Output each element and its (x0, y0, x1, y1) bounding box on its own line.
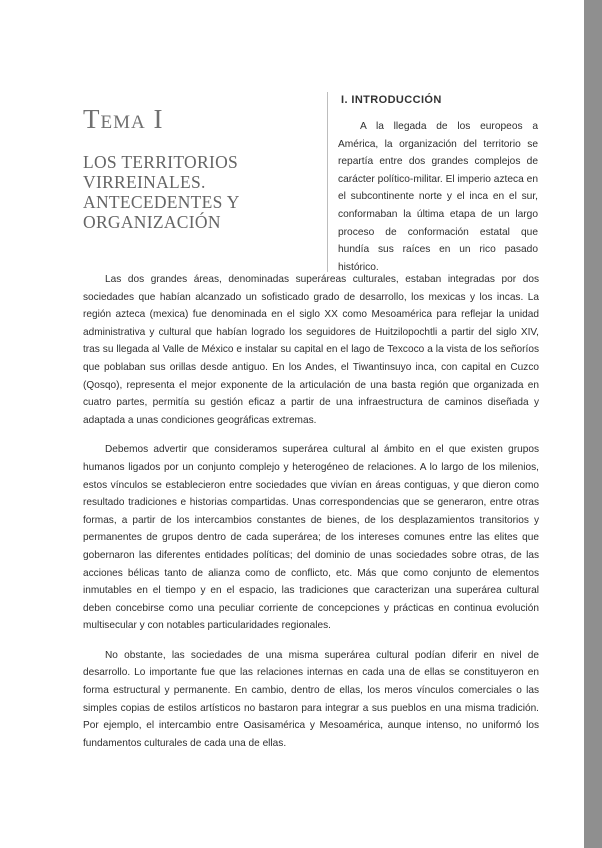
body-text (83, 271, 539, 764)
intro-paragraph: A la llegada de los europeos a América, la organización del territorio se repartía entre dos grandes complejos de carácter político-militar. El imperio azteca en el subcontinente norte y el inca en el sur, conformaban la última etapa de un largo proceso de conformación estatal que hundía sus raíces en un rico pasado histórico. (338, 121, 538, 273)
chapter-title: LOS TERRITORIOS VIRREINALES. ANTECEDENTES Y ORGANIZACIÓN (83, 152, 240, 232)
body-paragraph-3: No obstante, las sociedades de una misma superárea cultural podían diferir en nivel de desarrollo. Lo importante fue que las relaciones internas en cada una de ellas se constituyeron en forma estructural y permanente. En cambio, dentro de ellas, los meros vínculos comerciales o las simples copias de estilos artísticos no bastaron para integrar a sus pueblos en una misma tradición. Por ejemplo, el intercambio entre Oasisamérica y Mesoamérica, aunque intenso, no uniformó los fundamentos culturales de cada una de ellas. (83, 649, 539, 749)
intro-divider (327, 92, 328, 272)
body-paragraph-1: Las dos grandes áreas, denominadas superáreas culturales, estaban integradas por dos sociedades que habían alcanzado un sofisticado grado de desarrollo, los mexicas y los incas. La región azteca (mexica) fue denominada en el siglo XX como Mesoamérica para reflejar la unidad administrativa y cultural que habían logrado los seguidores de Huitzilopochtli a partir del siglo XIV, tras su llegada al Valle de México e instalar su capital en el lago de Texcoco a la vista de los señoríos que poblaban sus orillas desde antiguo. En los Andes, el Tiwantinsuyo inca, con capital en Cuzco (Qosqo), representa el mejor exponente de la articulación de una basta región que organizada en cuatro partes, permitía su gestión eficaz a partir de una infraestructura de caminos diseñada y adaptada a unas condiciones geográficas extremas. (83, 274, 539, 426)
chapter-header (83, 104, 303, 232)
intro-heading: I. INTRODUCCIÓN (341, 94, 442, 106)
chapter-label: Tema I (83, 104, 164, 134)
page-edge-bar (584, 0, 602, 848)
intro-section (333, 94, 538, 276)
body-paragraph-2: Debemos advertir que consideramos superárea cultural al ámbito en el que existen grupos humanos ligados por un conjunto complejo y heterogéneo de relaciones. A lo largo de los milenios, estos vínculos se establecieron entre sociedades que vivían en áreas contiguas, y que dieron como resultado tradiciones e historias compartidas. Unas correspondencias que se generaron, entre otras formas, a partir de los intercambios constantes de bienes, de los desplazamientos transitorios y permanentes de grupos dentro de cada superárea; de los intereses comunes entre las elites que gobernaron las diferentes entidades políticas; del dominio de unas sociedades sobre otras, de las acciones bélicas tanto de alianza como de conflicto, etc. Más que como conjunto de elementos inmutables en el tiempo y en el espacio, las tradiciones que caracterizan una superárea cultural deben concebirse como una peculiar corriente de concepciones y prácticas en continua evolución multisecular y con notables particularidades regionales. (83, 444, 539, 632)
